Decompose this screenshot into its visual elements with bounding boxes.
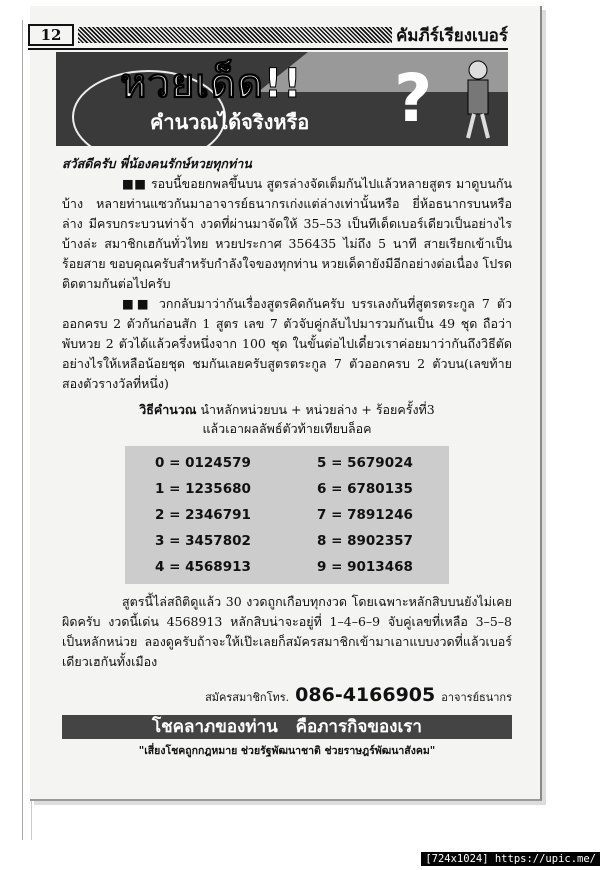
lookup-row: 4 = 4568913	[155, 559, 251, 575]
lookup-key: 7	[317, 507, 327, 523]
calculation-line2: แล้วเอาผลลัพธ์ตัวท้ายเทียบล็อค	[202, 421, 372, 436]
lookup-value: 5679024	[347, 455, 413, 471]
magazine-page	[30, 6, 542, 801]
motto-band: โชคลาภของท่าน คือภารกิจของเรา	[62, 715, 512, 739]
lookup-key: 0	[155, 455, 165, 471]
lookup-row: 7 = 7891246	[317, 507, 413, 523]
author-name: อาจารย์ธนากร	[441, 691, 512, 704]
lookup-key: 5	[317, 455, 327, 471]
lookup-row: 6 = 6780135	[317, 481, 413, 497]
contact-label: สมัครสมาชิกโทร.	[205, 691, 290, 704]
lookup-key: 4	[155, 559, 165, 575]
lookup-value: 6780135	[347, 481, 413, 497]
lookup-value: 3457802	[185, 533, 251, 549]
paragraph-2: ■■ วกกลับมาว่ากันเรื่องสูตรคิดกันครับ บรรเลงกันที่สูตรตระกูล 7 ตัวออกครบ 2 ตัวกันก่อนสัก 1 สูตร เลข 7 ตัวจับคู่กลับไปมารวมกันเป็น 49 ชุด ถือว่าพับหวย 2 ตัวได้แล้วครึ่งหนึ่งจาก 100 ชุด ในขั้นต่อไปเดี๋ยวเราค่อยมาว่ากันถึงวิธีตัดอย่างไรให้เหลือน้อยชุด ชมกันเลยครับสูตรตระกูล 7 ตัวออกครบ 2 ตัวบน(เลขท้ายสองตัวรางวัลที่หนึ่ง)	[62, 296, 512, 391]
calculation-line1: นำหลักหน่วยบน + หน่วยล่าง + ร้อยครั้งที่3	[200, 402, 435, 417]
header-hatch	[78, 27, 392, 43]
banner-title: หวยเด็ด!!	[120, 61, 303, 107]
contact-line	[62, 682, 512, 711]
lookup-value: 8902357	[347, 533, 413, 549]
brand-logo: คัมภีร์เรียงเบอร์	[395, 25, 508, 46]
lookup-key: 8	[317, 533, 327, 549]
lookup-key: 2	[155, 507, 165, 523]
banner-titles	[120, 60, 309, 136]
lookup-key: 6	[317, 481, 327, 497]
lookup-row: 9 = 9013468	[317, 559, 413, 575]
calculation-method	[62, 400, 512, 438]
page-header	[28, 24, 508, 46]
lookup-key: 1	[155, 481, 165, 497]
banner-subtitle: คำนวณได้จริงหรือ	[150, 110, 310, 134]
lookup-table	[125, 446, 449, 584]
greeting: สวัสดีครับ พี่น้องคนรักษ์หวยทุกท่าน	[62, 156, 252, 171]
paragraph-1: ■■ รอบนี้ขอยกพลขึ้นบน สูตรล่างจัดเต็มกันไปแล้วหลายสูตร มาดูบนกันบ้าง หลายท่านแซวกันมาอาจารย์ธนากรเก่งแต่ล่างเท่านั้นหรือ ยี่ห้อธนากรบนหรือล่าง มีครบกระบวนท่าจ้า งวดที่ผ่านมาจัดให้ 35–53 เป็นทีเด็ดเบอร์เดียวเป็นอย่างไรบ้างล่ะ สมาชิกเฮกันทั่วไทย หวยประกาศ 356435 ไม่ถึง 5 นาที สายเรียกเข้าเป็นร้อยสาย ขอบคุณครับสำหรับกำลังใจของทุกท่าน หวยเด็ดายังมีอีกอย่างต่อเนื่อง โปรดติดตามกันต่อไปครับ	[62, 176, 512, 291]
lookup-value: 0124579	[185, 455, 251, 471]
lookup-value: 9013468	[347, 559, 413, 575]
lookup-key: 3	[155, 533, 165, 549]
lookup-value: 7891246	[347, 507, 413, 523]
image-footer: [724x1024] https://upic.me/	[421, 852, 600, 866]
conclusion: สูตรนี้ไล่สถิติดูแล้ว 30 งวดถูกเกือบทุกงวด โดยเฉพาะหลักสิบบนยังไม่เคยผิดครับ งวดนี้เด่น 4568913 หลักสิบน่าจะอยู่ที่ 1–4–6–9 จับคู่เลขที่เหลือ 3–5–8 เป็นหลักหน่วย ลองดูครับถ้าจะให้เป๊ะเลยก็สมัครสมาชิกเข้ามาเอาแบบงวดที่แล้วเบอร์เดียวเฮกันทั้งเมือง	[62, 594, 512, 669]
page-number: 12	[28, 24, 74, 46]
calculation-label: วิธีคำนวณ	[139, 402, 197, 417]
lookup-key: 9	[317, 559, 327, 575]
lookup-row: 1 = 1235680	[155, 481, 251, 497]
lookup-row: 2 = 2346791	[155, 507, 251, 523]
lookup-row: 3 = 3457802	[155, 533, 251, 549]
lookup-value: 4568913	[185, 559, 251, 575]
phone-number: 086-4166905	[295, 684, 436, 706]
cartoon-man-icon	[456, 56, 496, 142]
title-banner	[56, 52, 508, 146]
lookup-value: 1235680	[185, 481, 251, 497]
article-body	[62, 154, 512, 759]
question-mark: ?	[394, 60, 433, 137]
lookup-value: 2346791	[185, 507, 251, 523]
lookup-row: 0 = 0124579	[155, 455, 251, 471]
slogan: "เสี่ยงโชคถูกกฎหมาย ช่วยรัฐพัฒนาชาติ ช่วยราษฎร์พัฒนาสังคม"	[138, 745, 436, 757]
lookup-row: 5 = 5679024	[317, 455, 413, 471]
lookup-row: 8 = 8902357	[317, 533, 413, 549]
